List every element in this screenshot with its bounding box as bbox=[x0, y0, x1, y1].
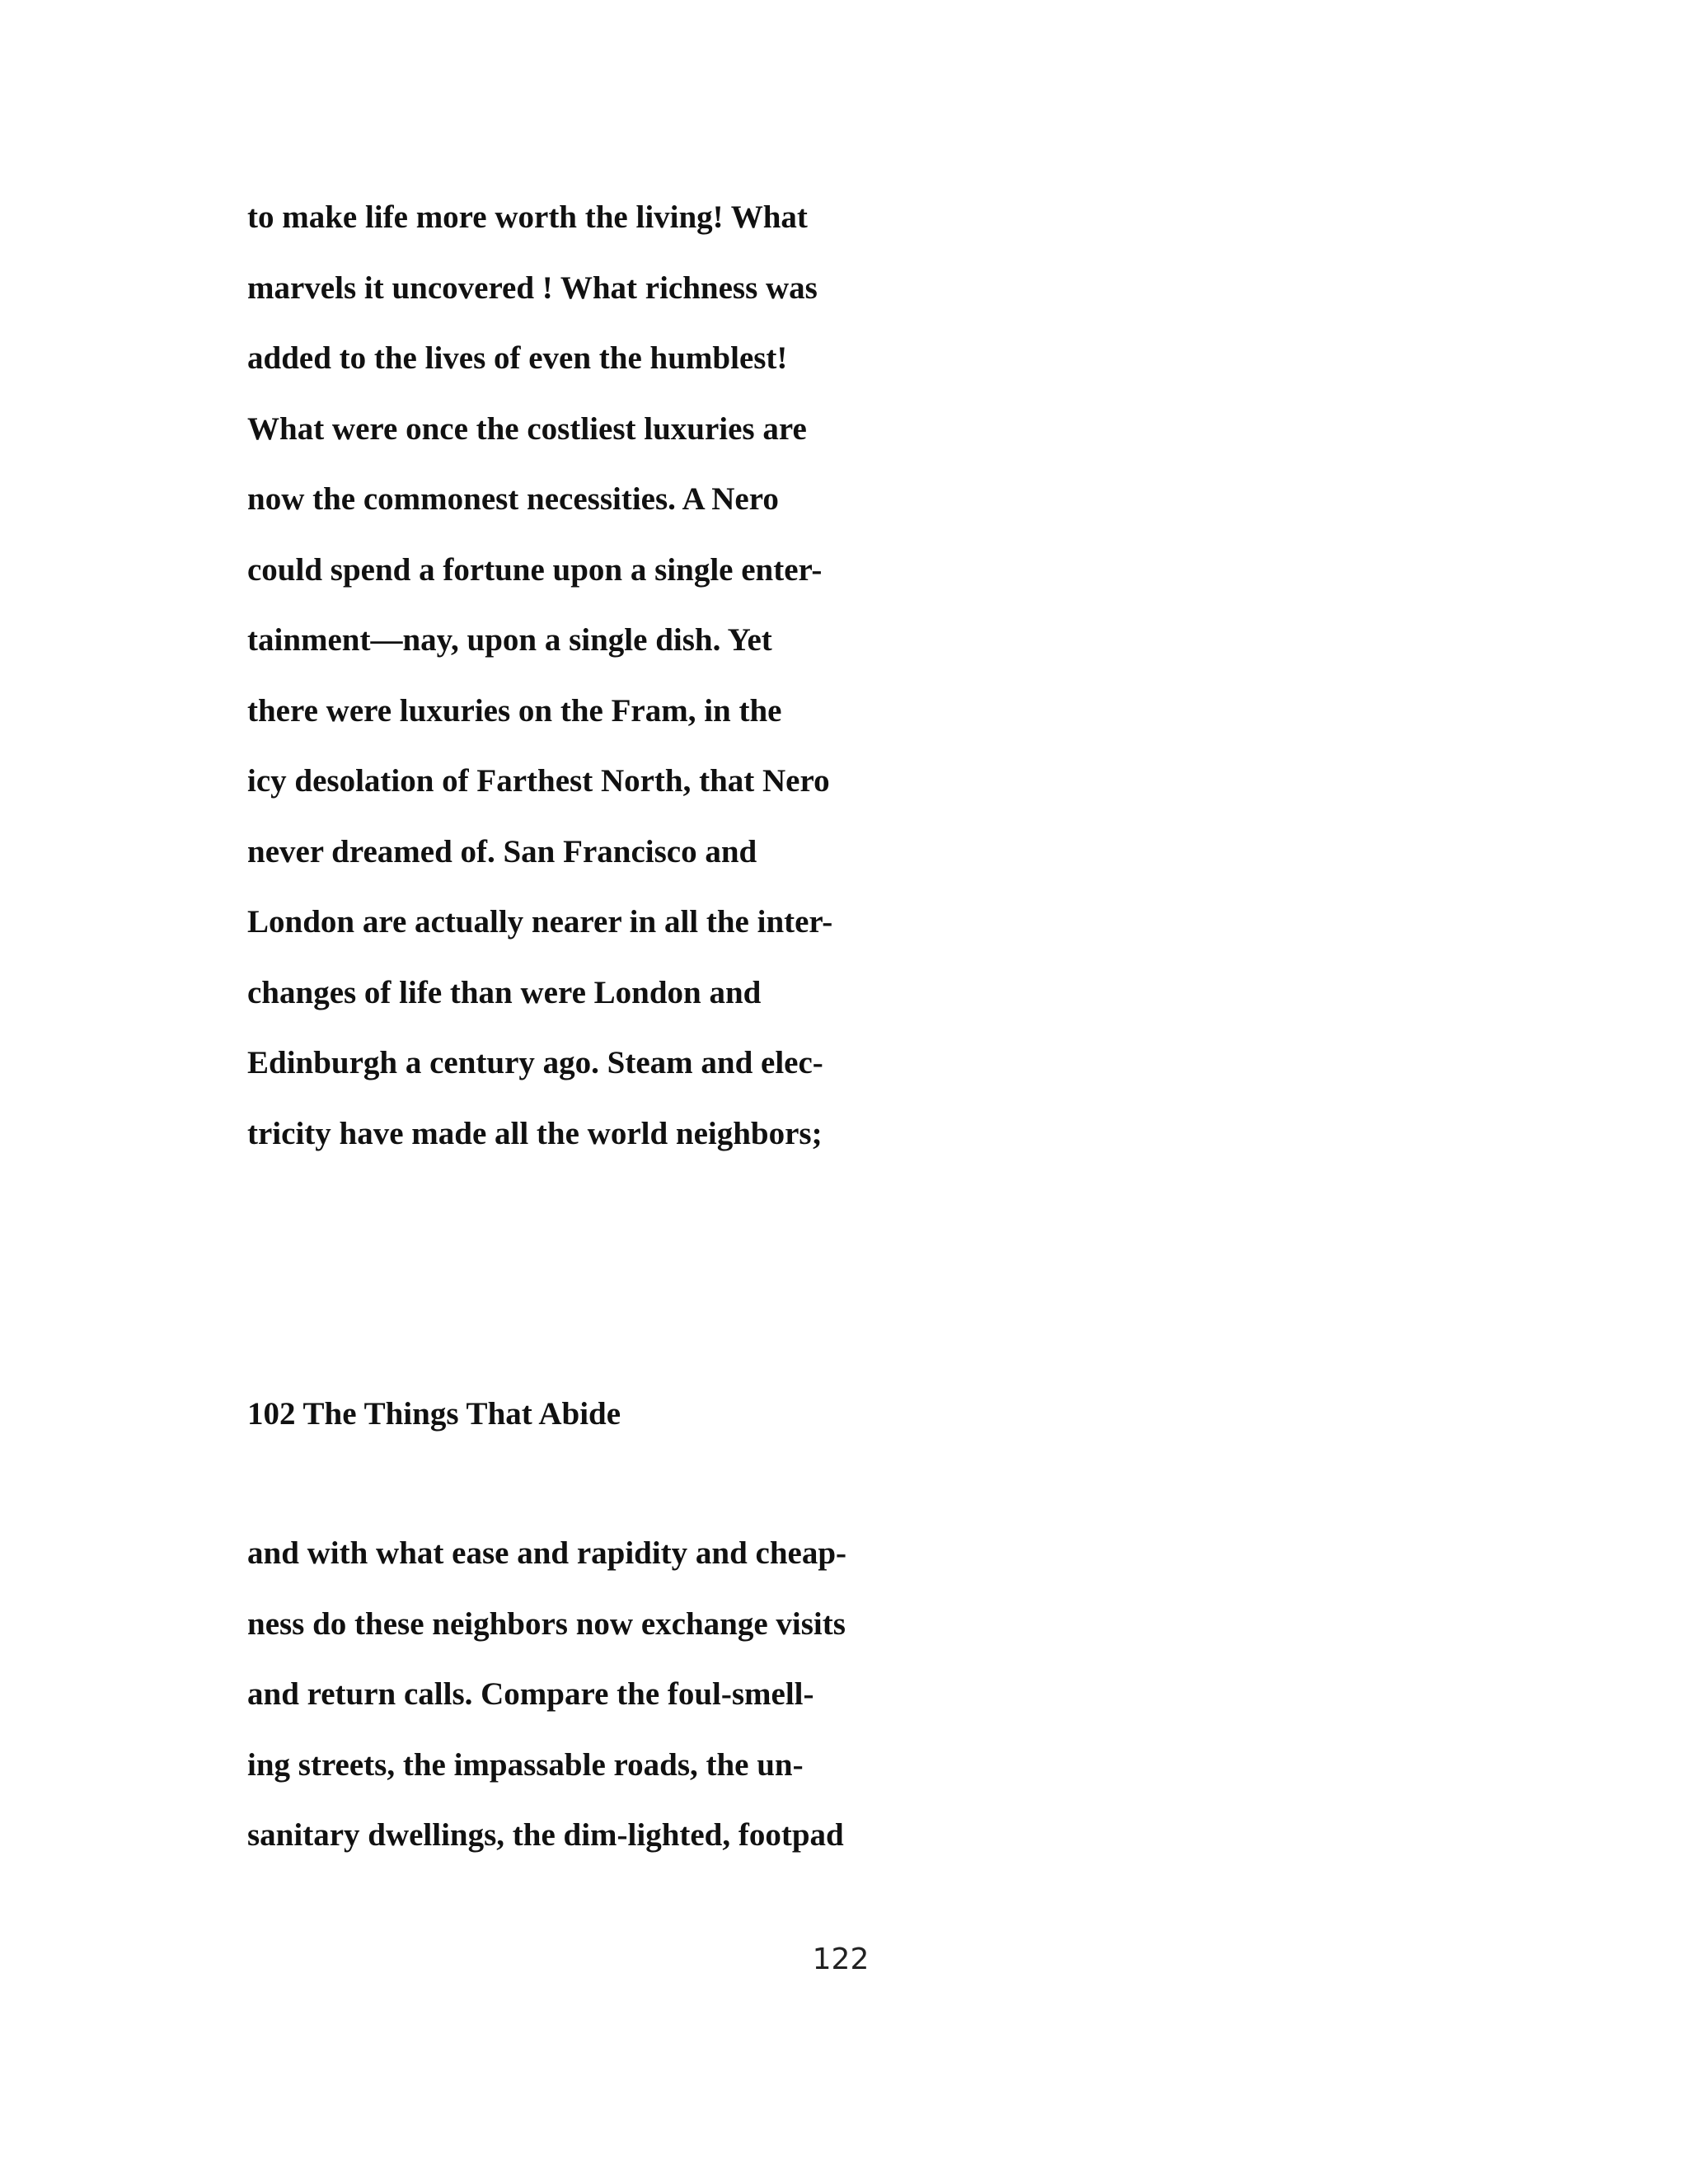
text-line: now the commonest necessities. A Nero bbox=[247, 481, 779, 517]
text-line: London are actually nearer in all the inter- bbox=[247, 904, 833, 940]
text-line: tricity have made all the world neighbors; bbox=[247, 1115, 823, 1151]
text-line: added to the lives of even the humblest! bbox=[247, 340, 788, 376]
text-line: and with what ease and rapidity and cheap- bbox=[247, 1535, 847, 1571]
text-line: changes of life than were London and bbox=[247, 974, 762, 1010]
text-line: sanitary dwellings, the dim-lighted, footpad bbox=[247, 1817, 844, 1853]
text-line: What were once the costliest luxuries are bbox=[247, 410, 807, 447]
body-text-top bbox=[247, 182, 1154, 1169]
text-line: never dreamed of. San Francisco and bbox=[247, 833, 757, 869]
running-head: 102 The Things That Abide bbox=[247, 1396, 621, 1432]
text-line: to make life more worth the living! What bbox=[247, 199, 808, 235]
text-line: ness do these neighbors now exchange visits bbox=[247, 1605, 846, 1642]
text-line: marvels it uncovered ! What richness was bbox=[247, 269, 818, 306]
text-line: there were luxuries on the Fram, in the bbox=[247, 692, 782, 729]
text-line: ing streets, the impassable roads, the un- bbox=[247, 1746, 804, 1783]
body-text-bottom bbox=[247, 1518, 1154, 1871]
text-line: and return calls. Compare the foul-smell- bbox=[247, 1676, 814, 1712]
text-line: icy desolation of Farthest North, that Nero bbox=[247, 763, 830, 799]
page-number: 122 bbox=[812, 1943, 870, 1976]
text-line: tainment—nay, upon a single dish. Yet bbox=[247, 622, 772, 658]
text-line: Edinburgh a century ago. Steam and elec- bbox=[247, 1045, 823, 1080]
text-line: could spend a fortune upon a single enter- bbox=[247, 551, 823, 588]
